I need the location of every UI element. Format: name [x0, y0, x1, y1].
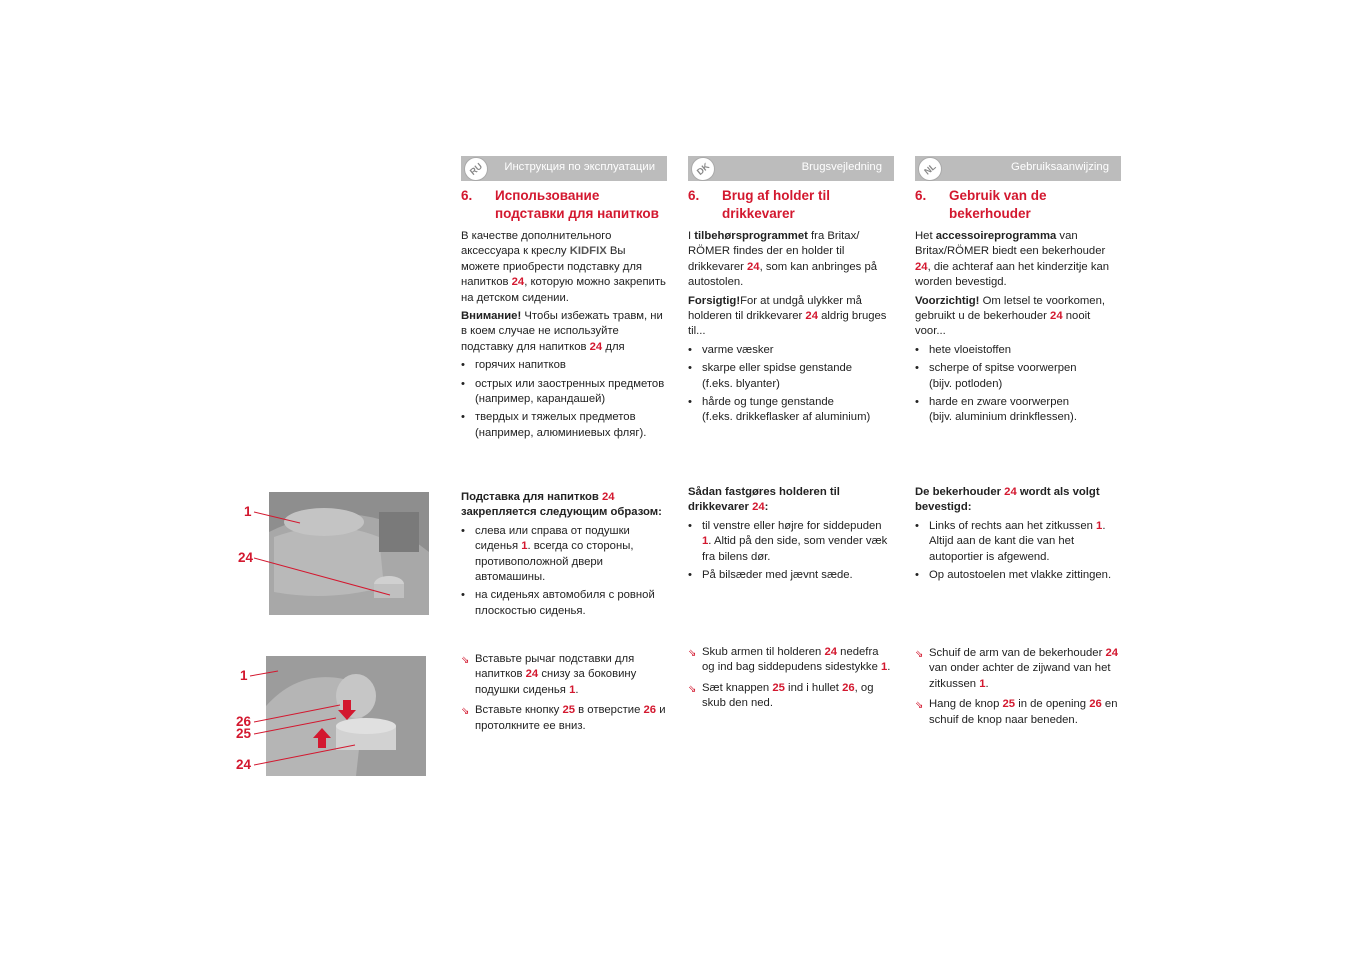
header-title-ru: Инструкция по эксплуатации	[504, 161, 655, 173]
warning-list-nl	[915, 343, 1121, 426]
header-bar-ru	[461, 156, 667, 181]
intro-paragraph-dk: I tilbehørsprogrammet fra Britax/ RÖMER findes der en holder til drikkevarer 24, som kan anbringes på autostolen.	[688, 230, 878, 289]
list-item: • varme væsker	[688, 343, 894, 358]
step-1-dk: ⇘ Skub armen til holderen 24 nedefra og ind bag siddepudens sidestykke 1.	[688, 646, 891, 674]
list-item: • слева или справа от подушки сиденья 1. всегда со стороны, противоположной двери автомашины.	[461, 524, 667, 586]
warning-paragraph-dk: Forsigtig!For at undgå ulykker må holderen til drikkevarer 24 aldrig bruges til...	[688, 294, 887, 338]
list-item: • Links of rechts aan het zitkussen 1. Altijd aan de kant die van het autoportier is afgewend.	[915, 519, 1121, 565]
steps-ru	[461, 652, 667, 739]
list-item: • hete vloeistoffen	[915, 343, 1121, 358]
list-item: • Op autostoelen met vlakke zittingen.	[915, 568, 1121, 583]
callout-1-b: 1	[240, 668, 248, 683]
step-2-nl: ⇘ Hang de knop 25 in de opening 26 en schuif de knop naar beneden.	[915, 698, 1118, 726]
arrow-icon: ⇘	[915, 700, 924, 712]
list-item: • горячих напитков	[461, 358, 667, 373]
warning-paragraph-nl: Voorzichtig! Om letsel te voorkomen, gebruikt u de bekerhouder 24 nooit voor...	[915, 294, 1106, 338]
list-item: • til venstre eller højre for siddepuden 1. Altid på den side, som vender væk fra bilens dør.	[688, 519, 894, 565]
step-2-ru: ⇘ Вставьте кнопку 25 в отверстие 26 и протолкните ее вниз.	[461, 704, 666, 732]
mounting-heading-dk: Sådan fastgøres holderen til drikkevarer 24:	[688, 486, 840, 514]
mounting-list-nl	[915, 519, 1121, 584]
mounting-heading-nl: De bekerhouder 24 wordt als volgt bevestigd:	[915, 486, 1100, 514]
mounting-heading-ru: Подставка для напитков 24 закрепляется следующим образом:	[461, 491, 662, 519]
section-heading: Brug af holder til drikkevarer	[722, 188, 830, 221]
section-heading: Gebruik van de bekerhouder	[949, 188, 1047, 221]
mounting-section-nl	[915, 485, 1121, 586]
step-1-nl: ⇘ Schuif de arm van de bekerhouder 24 van onder achter de zijwand van het zitkussen 1.	[915, 647, 1119, 690]
column-nl	[915, 187, 1121, 429]
language-badge-dk: DK	[686, 152, 720, 186]
steps-nl	[915, 646, 1121, 733]
warning-paragraph-ru: Внимание! Чтобы избежать травм, ни в коем случае не используйте подставку для напитков 24 для	[461, 310, 663, 353]
step-2-dk: ⇘ Sæt knappen 25 ind i hullet 26, og skub den ned.	[688, 681, 874, 710]
header-bar-dk	[688, 156, 894, 181]
list-item: • hårde og tunge genstande (f.eks. drikkeflasker af aluminium)	[688, 395, 894, 426]
section-number: 6.	[915, 188, 927, 203]
arrow-icon: ⇘	[915, 649, 924, 660]
section-title-dk	[688, 187, 894, 223]
header-bar-nl	[915, 156, 1121, 181]
header-title-dk: Brugsvejledning	[801, 161, 882, 173]
column-ru	[461, 187, 667, 444]
section-number: 6.	[688, 188, 700, 203]
callout-26: 26	[236, 714, 252, 729]
list-item: • skarpe eller spidse genstande (f.eks. blyanter)	[688, 361, 894, 392]
arrow-icon: ⇘	[461, 655, 470, 666]
list-item: • твердых и тяжелых предметов (например, алюминиевых фляг).	[461, 410, 667, 441]
intro-paragraph-ru: В качестве дополнительного аксессуара к креслу KIDFIX Вы можете приобрести подставку для напитков 24, которую можно закрепить на детском сидении.	[461, 230, 666, 304]
product-name: KIDFIX	[569, 245, 607, 258]
section-title-ru	[461, 187, 667, 223]
list-item: • scherpe of spitse voorwerpen (bijv. potloden)	[915, 361, 1121, 392]
steps-dk	[688, 645, 894, 717]
list-item: • острых или заостренных предметов (например, карандашей)	[461, 377, 667, 408]
callout-25: 25	[236, 726, 252, 741]
arrow-icon: ⇘	[688, 683, 697, 695]
mounting-section-dk	[688, 485, 894, 586]
mounting-section-ru	[461, 490, 667, 622]
warning-list-ru	[461, 358, 667, 441]
warning-list-dk	[688, 343, 894, 426]
arrow-icon: ⇘	[688, 648, 697, 659]
language-badge-ru: RU	[459, 152, 493, 186]
header-title-nl: Gebruiksaanwijzing	[1011, 161, 1109, 173]
section-heading: Использование подставки для напитков	[495, 188, 659, 221]
arrow-icon: ⇘	[461, 706, 470, 718]
section-number: 6.	[461, 188, 473, 203]
callout-24-b: 24	[236, 757, 252, 772]
list-item: • På bilsæder med jævnt sæde.	[688, 568, 894, 583]
callout-24: 24	[238, 550, 254, 565]
callout-1: 1	[244, 504, 252, 519]
list-item: • на сиденьях автомобиля с ровной плоскостью сиденья.	[461, 588, 667, 619]
mounting-list-ru	[461, 524, 667, 619]
intro-paragraph-nl: Het accessoireprogramma van Britax/RÖMER biedt een bekerhouder 24, die achteraf aan het kinderzitje kan worden bevestigd.	[915, 230, 1110, 289]
language-badge-nl: NL	[913, 152, 947, 186]
step-1-ru: ⇘ Вставьте рычаг подставки для напитков 24 снизу за боковину подушки сиденья 1.	[461, 653, 637, 696]
column-dk	[688, 187, 894, 429]
mounting-list-dk	[688, 519, 894, 584]
list-item: • harde en zware voorwerpen (bijv. aluminium drinkflessen).	[915, 395, 1121, 426]
section-title-nl	[915, 187, 1121, 223]
